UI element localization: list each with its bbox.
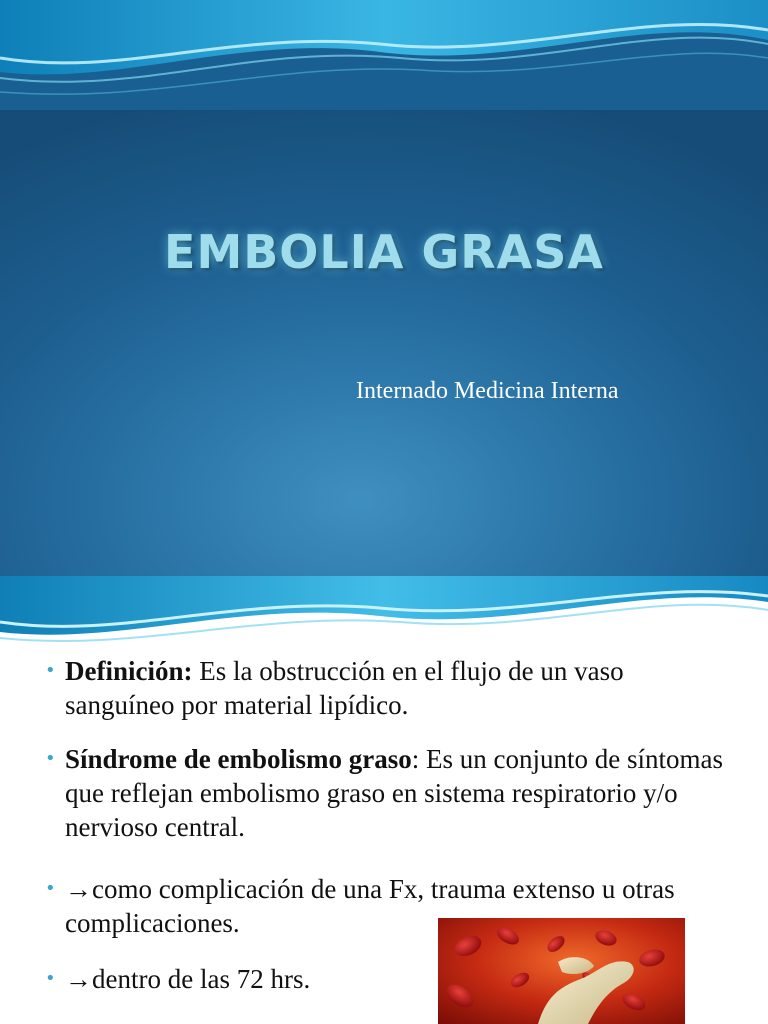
bullet-bold-term: Definición:: [65, 656, 193, 686]
bullet-marker: •: [45, 748, 56, 769]
slide-title: EMBOLIA GRASA: [164, 225, 604, 279]
bullet-text: →dentro de las 72 hrs.: [65, 964, 311, 994]
bullet-definicion: [45, 654, 735, 722]
decorative-wave-top: [0, 576, 768, 654]
bullet-text: Es la obstrucción en el flujo de un vaso sanguíneo por material lipídico.: [65, 656, 624, 720]
blood-cells-fat-embolus-image: [438, 918, 685, 1024]
bullet-text: : Es un conjunto de síntomas que reflejan embolismo graso en sistema respiratorio y/o nervioso central.: [65, 744, 723, 842]
bullet-bold-term: Síndrome de embolismo graso: [65, 744, 412, 774]
content-slide: [0, 576, 768, 1024]
decorative-wave-top: [0, 0, 768, 110]
slide-subtitle: Internado Medicina Interna: [356, 378, 619, 404]
bullet-marker: •: [45, 878, 56, 899]
bullet-marker: •: [45, 968, 56, 989]
bullet-tiempo: [45, 962, 425, 996]
bullet-sindrome: [45, 742, 735, 844]
bullet-marker: •: [45, 660, 56, 681]
bullet-text: →como complicación de una Fx, trauma extenso u otras complicaciones.: [65, 874, 675, 938]
